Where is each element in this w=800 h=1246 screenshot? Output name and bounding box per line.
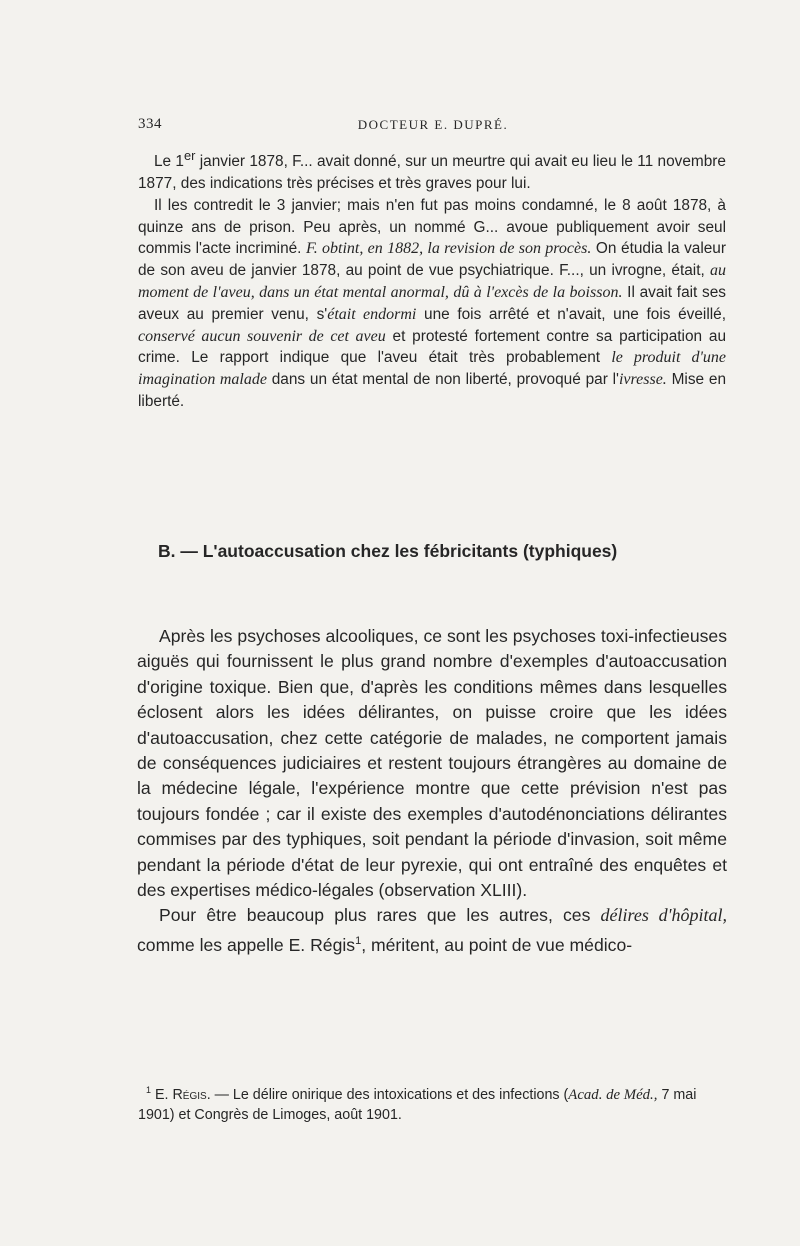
body-paragraph-2 [137,903,727,958]
text-run: comme les appelle E. Régis [137,934,356,955]
italic-run: le produit d'une imagination malade [138,349,726,389]
italic-run: au moment de l'aveu, dans un état mental anormal, dû à l'excès de la boisson. [138,262,726,301]
italic-run: était endormi [327,305,417,323]
case-report [138,145,726,413]
text-run: 7 mai 1901) et Congrès de Limoges, août 1901. [138,1086,697,1123]
text-run: une fois arrêté et n'avait, une fois éveillé, [416,305,726,323]
page-number: 334 [138,116,162,132]
footnote-author: E. Régis. [151,1086,211,1103]
page-header [138,116,728,136]
italic-run: conservé aucun souvenir de cet aveu [138,327,386,345]
superscript: er [183,148,196,163]
italic-run: délires d'hôpital, [600,905,727,926]
footnote-marker: 1 [146,1085,152,1095]
italic-run: Acad. de Méd., [568,1086,658,1103]
italic-run: F. obtint, en 1882, la revision de son procès. [306,240,592,258]
text-run: dans un état mental de non liberté, provoqué par l' [266,371,619,389]
footnote [138,1080,728,1125]
text-run: Il les contredit le 3 janvier; mais n'en fut pas moins condamné, le 8 août 1878, à quinze ans de prison. Peu après, un nommé G... avoue publiquement avoir seul commis l'acte incriminé. [138,196,726,258]
text-run: — Le délire onirique des intoxications et des infections ( [210,1086,569,1103]
text-run: janvier 1878, F... avait donné, sur un meurtre qui avait eu lieu le 11 novembre 1877, des indications très précises et très graves pour lui. [138,153,726,192]
main-text [137,624,727,958]
footnote-text [138,1080,728,1125]
text-run: Pour être beaucoup plus rares que les autres, ces [159,905,601,926]
running-head: DOCTEUR E. DUPRÉ. [357,117,509,132]
text-run: , méritent, au point de vue médico- [361,934,633,955]
case-paragraph-2 [138,195,726,413]
text-run: Le 1 [154,153,184,171]
italic-run: ivresse. [618,371,667,389]
section-heading: B. — L'autoaccusation chez les fébricitants (typhiques) [158,541,618,561]
body-paragraph-1: Après les psychoses alcooliques, ce sont les psychoses toxi-infectieuses aiguës qui fournissent le plus grand nombre d'exemples d'autoaccusation d'origine toxique. Bien que, d'après les conditions mêmes dans lesquelles éclosent alors les idées délirantes, on puisse croire que les idées d'autoaccusation, chez cette catégorie de malades, ne comportent jamais de conséquences judiciaires et restent toujours étrangères au domaine de la médecine légale, l'expérience montre que cette prévision n'est pas toujours fondée ; car il existe des exemples d'autodénonciations délirantes commises par des typhiques, soit pendant la période d'invasion, soit même pendant la période d'état de leur pyrexie, qui ont entraîné des enquêtes et des expertises médico-légales (observation XLIII). [137,626,727,901]
case-paragraph-1 [138,145,726,195]
text-run: On étudia la valeur de son aveu de janvier 1878, au point de vue psychiatrique. F..., un ivrogne, était, [138,240,726,280]
footnote-reference: 1 [355,934,362,947]
text-run: Il avait fait ses aveux au premier venu, s' [138,283,726,323]
text-run: Mise en liberté. [138,371,727,410]
text-run: et protesté fortement contre sa participation au crime. Le rapport indique que l'aveu était très probablement [138,327,727,367]
